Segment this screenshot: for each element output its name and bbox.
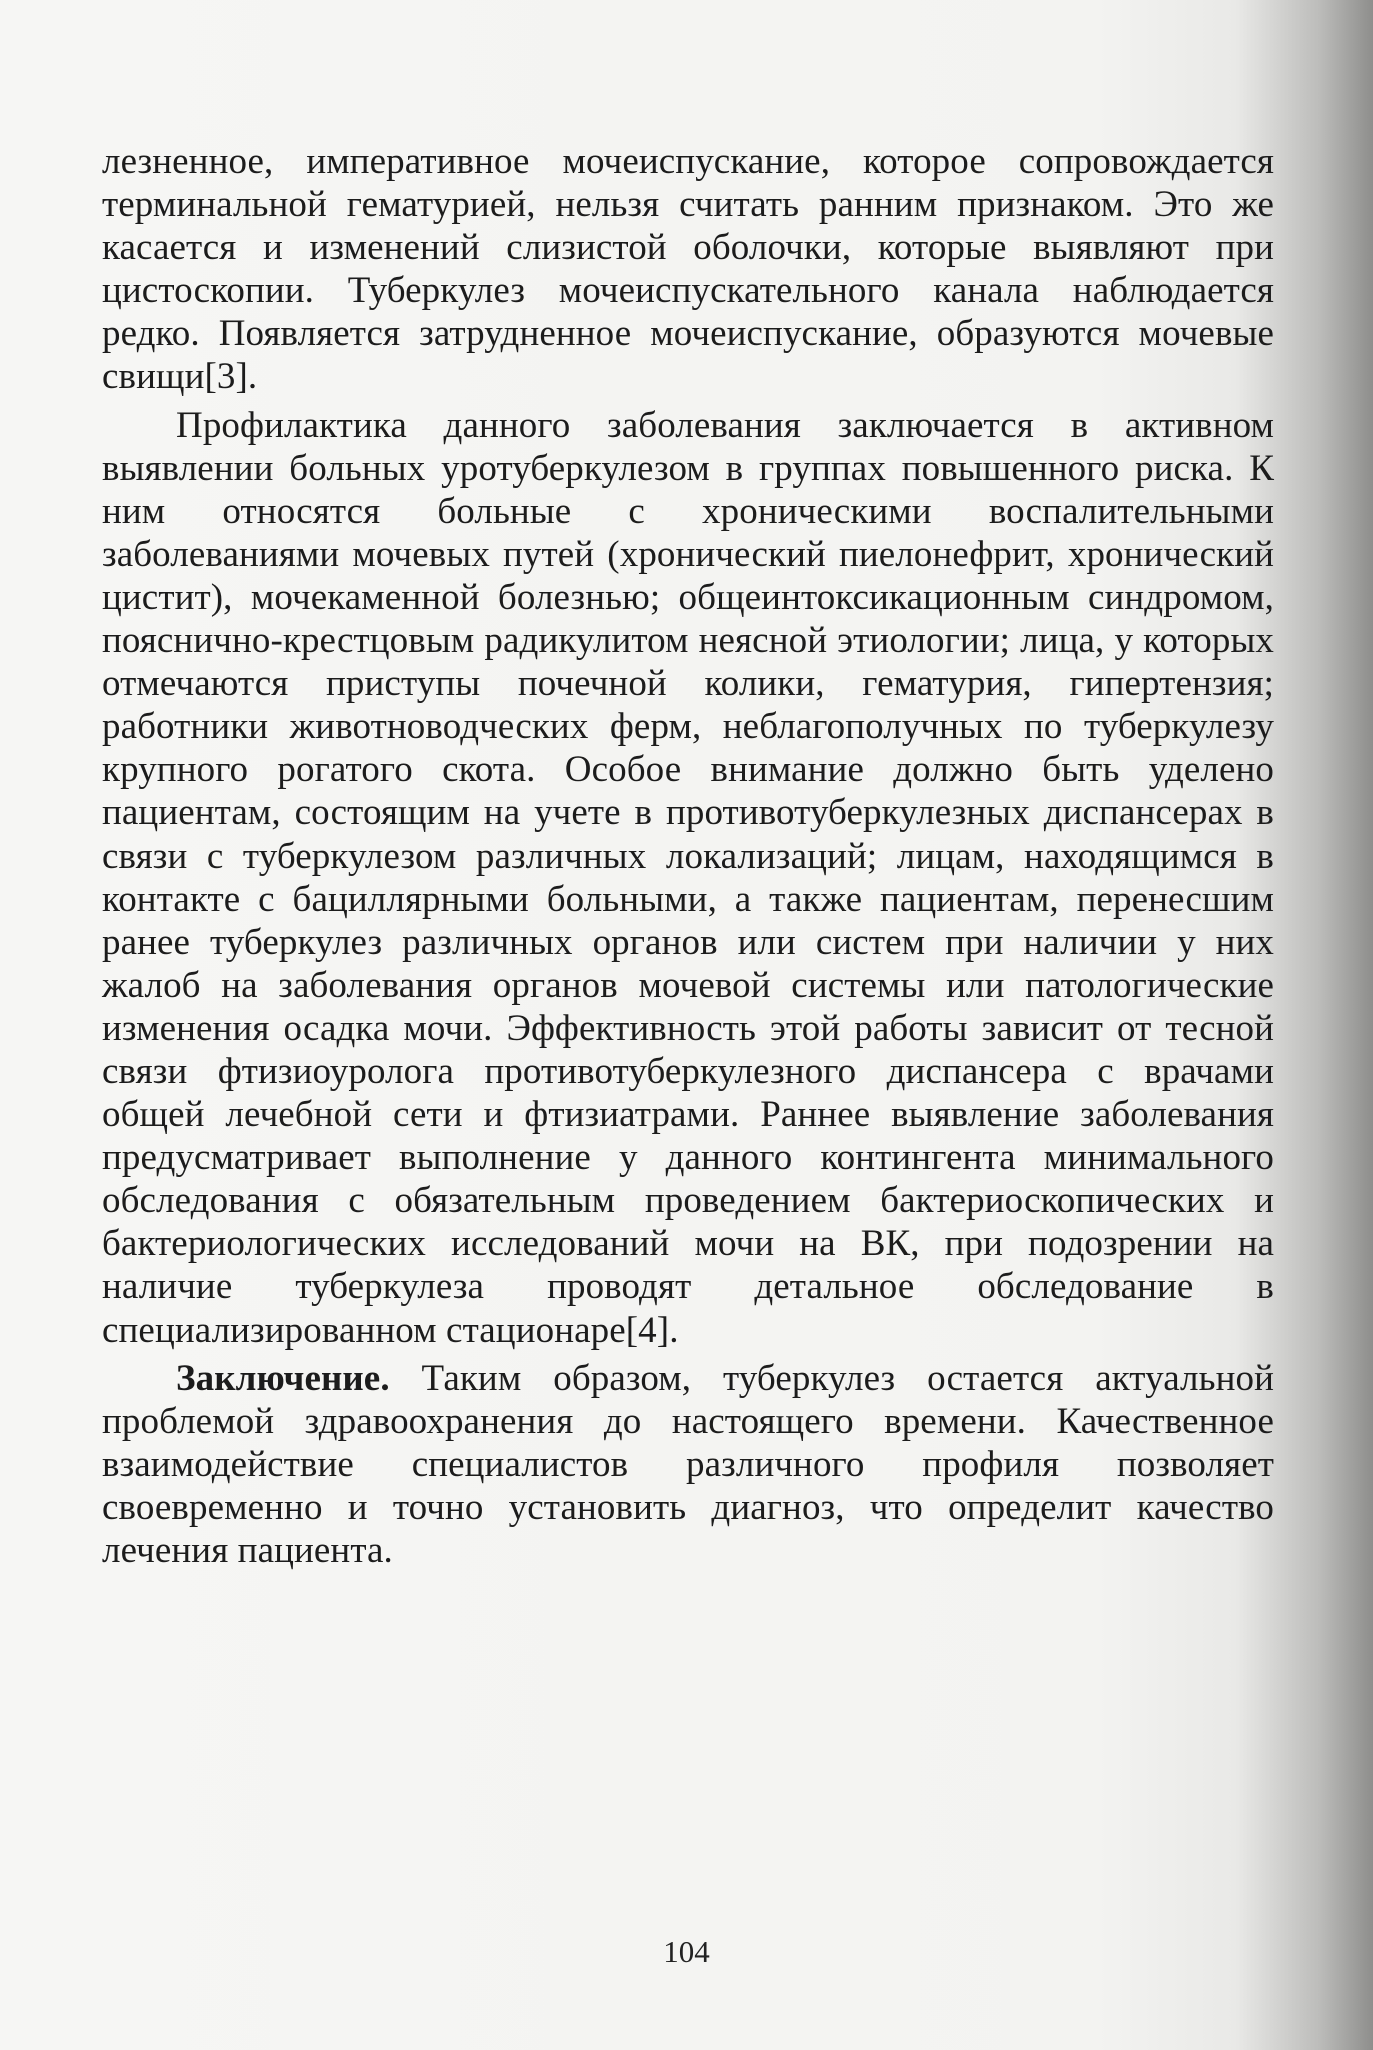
paragraph-prevention: Профилактика данного заболевания заключается в активном выявлении больных уротуберкулезом в группах повышенного риска. К ним относятся больные с хроническими воспалительными заболеваниями мочевых путей (хронический пиелонефрит, хронический цистит), мочекаменной болезнью; общеинтоксикационным синдромом, пояснично-крестцовым радикулитом неясной этиологии; лица, у которых отмечаются приступы почечной колики, гематурия, гипертензия; работники животноводческих ферм, неблагополучных по туберкулезу крупного рогатого скота. Особое внимание должно быть уделено пациентам, состоящим на учете в противотуберкулезных диспансерах в связи с туберкулезом различных локализаций; лицам, находящимся в контакте с бациллярными больными, а также пациентам, перенесшим ранее туберкулез различных органов или систем при наличии у них жалоб на заболевания органов мочевой системы или патологические изменения осадка мочи. Эффективность этой работы зависит от тесной связи фтизиоуролога противотуберкулезного диспансера с врачами общей лечебной сети и фтизиатрами. Раннее выявление заболевания предусматривает выполнение у данного контингента минимального обследования с обязательным проведением бактериоскопических и бактериологических исследований мочи на ВК, при подозрении на наличие туберкулеза проводят детальное обследование в специализированном стационаре[4]. <box>102 404 1274 1351</box>
conclusion-heading: Заключение. <box>176 1357 390 1399</box>
conclusion-text: Таким образом, туберкулез остается актуальной проблемой здравоохранения до настоящего времени. Качественное взаимодействие специалистов различного профиля позволяет своевременно и точно установить диагноз, что определит качество лечения пациента. <box>102 1357 1274 1571</box>
body-text <box>102 140 1274 1572</box>
paragraph-conclusion <box>102 1357 1274 1572</box>
paragraph-continuation: лезненное, императивное мочеиспускание, которое сопровождается терминальной гематурией, нельзя считать ранним признаком. Это же касается и изменений слизистой оболочки, которые выявляют при цистоскопии. Туберкулез мочеиспускательного канала наблюдается редко. Появляется затрудненное мочеиспускание, образуются мочевые свищи[3]. <box>102 141 1274 398</box>
page-number: 104 <box>663 1934 710 1969</box>
